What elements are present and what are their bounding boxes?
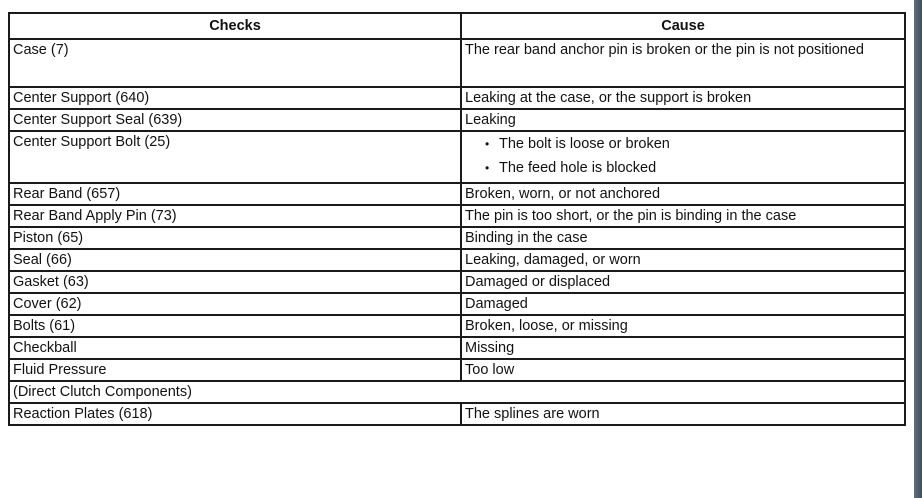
table-row — [9, 403, 905, 425]
table-row — [9, 183, 905, 205]
header-cause: Cause — [461, 13, 905, 39]
table-row — [9, 249, 905, 271]
cause-cell: Leaking — [461, 109, 905, 131]
table-row — [9, 337, 905, 359]
cause-cell: Leaking at the case, or the support is broken — [461, 87, 905, 109]
window-edge — [914, 0, 922, 498]
table-header-row — [9, 13, 905, 39]
checks-cause-table — [8, 12, 906, 426]
cause-cell: Binding in the case — [461, 227, 905, 249]
cause-cell: Too low — [461, 359, 905, 381]
cause-bullet-list — [465, 132, 901, 180]
check-cell: Case (7) — [9, 39, 461, 87]
check-cell: Piston (65) — [9, 227, 461, 249]
check-cell: Center Support (640) — [9, 87, 461, 109]
table-row — [9, 359, 905, 381]
cause-bullet-item: • The bolt is loose or broken — [483, 132, 901, 156]
cause-cell — [461, 131, 905, 183]
table-row — [9, 87, 905, 109]
cause-cell: Broken, loose, or missing — [461, 315, 905, 337]
header-checks: Checks — [9, 13, 461, 39]
section-label: (Direct Clutch Components) — [9, 381, 905, 403]
check-cell: Rear Band Apply Pin (73) — [9, 205, 461, 227]
check-cell: Seal (66) — [9, 249, 461, 271]
cause-cell: Broken, worn, or not anchored — [461, 183, 905, 205]
cause-cell: The splines are worn — [461, 403, 905, 425]
check-cell: Reaction Plates (618) — [9, 403, 461, 425]
section-row — [9, 381, 905, 403]
cause-bullet-item: • The feed hole is blocked — [483, 156, 901, 180]
cause-cell: Missing — [461, 337, 905, 359]
check-cell: Checkball — [9, 337, 461, 359]
table-row — [9, 205, 905, 227]
cause-cell: The rear band anchor pin is broken or the pin is not positioned — [461, 39, 905, 87]
table-row — [9, 293, 905, 315]
table-row — [9, 271, 905, 293]
table-row — [9, 227, 905, 249]
check-cell: Center Support Seal (639) — [9, 109, 461, 131]
check-cell: Rear Band (657) — [9, 183, 461, 205]
table-row — [9, 39, 905, 87]
check-cell: Gasket (63) — [9, 271, 461, 293]
table-row — [9, 109, 905, 131]
cause-cell: The pin is too short, or the pin is binding in the case — [461, 205, 905, 227]
cause-cell: Damaged — [461, 293, 905, 315]
check-cell: Center Support Bolt (25) — [9, 131, 461, 183]
check-cell: Bolts (61) — [9, 315, 461, 337]
check-cell: Cover (62) — [9, 293, 461, 315]
cause-cell: Damaged or displaced — [461, 271, 905, 293]
check-cell: Fluid Pressure — [9, 359, 461, 381]
table-row — [9, 131, 905, 183]
table-row — [9, 315, 905, 337]
cause-cell: Leaking, damaged, or worn — [461, 249, 905, 271]
